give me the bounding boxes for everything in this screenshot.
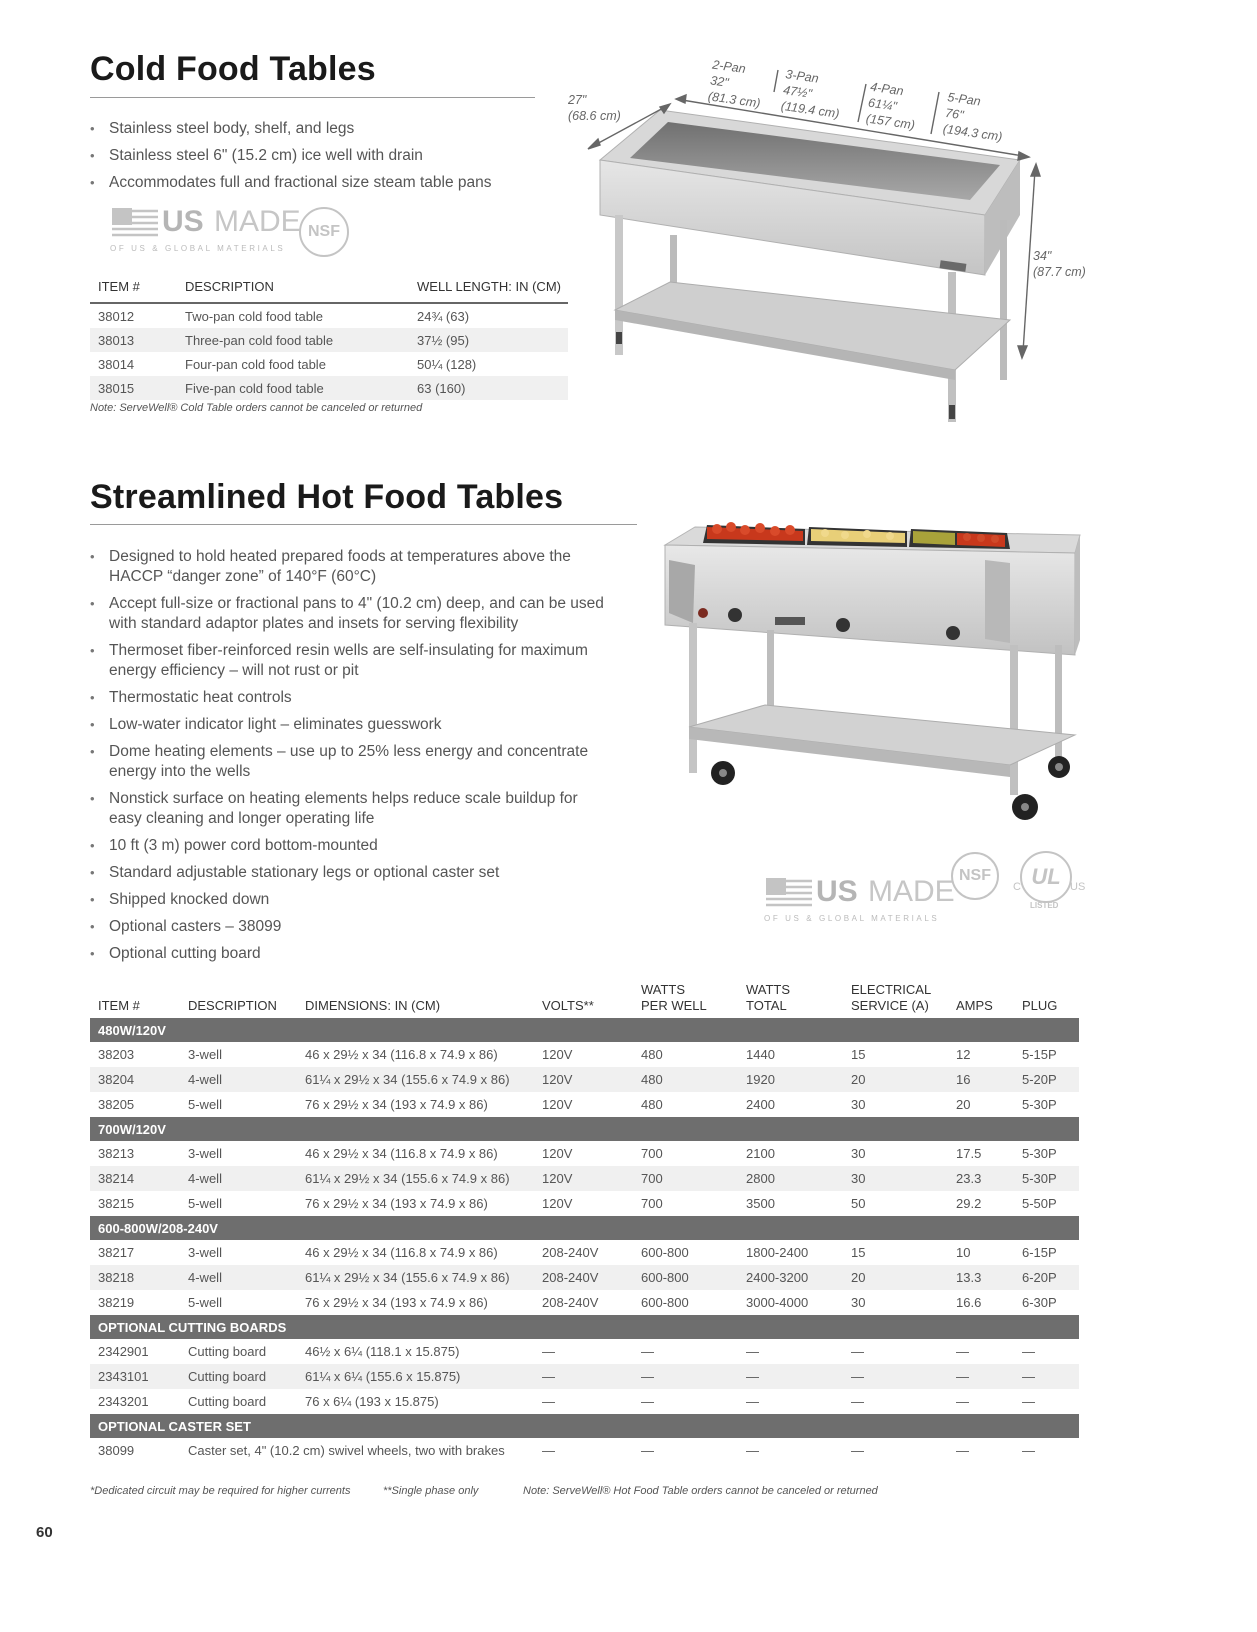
table-cell: 50	[851, 1196, 866, 1211]
hot-bullet: • Designed to hold heated prepared foods at temperatures above the HACCP “danger zone” of 140°F (60°C)	[90, 547, 610, 587]
col-header: WELL LENGTH: IN (CM)	[409, 279, 568, 303]
usmade-logo-us: US	[816, 875, 858, 908]
table-cell: 38213	[98, 1146, 135, 1161]
table-cell: 16.6	[956, 1295, 982, 1310]
cold-table-header	[90, 279, 568, 303]
table-cell: 208-240V	[542, 1245, 599, 1260]
table-cell: 480	[641, 1047, 663, 1062]
table-cell: 2343201	[98, 1394, 149, 1409]
table-cell: 76 x 29½ x 34 (193 x 74.9 x 86)	[305, 1097, 488, 1112]
group-header-row	[90, 1414, 1079, 1438]
table-cell: —	[956, 1443, 969, 1458]
table-row	[90, 1042, 1079, 1067]
hot-bullet: • Thermostatic heat controls	[90, 688, 610, 708]
table-cell: —	[1022, 1443, 1035, 1458]
table-cell: 61¼ x 29½ x 34 (155.6 x 74.9 x 86)	[297, 1067, 534, 1092]
hot-bullets	[90, 547, 610, 971]
table-cell: 208-240V	[534, 1265, 633, 1290]
table-cell: 17.5	[956, 1146, 982, 1161]
dim-4pan: 4-Pan 61¼" (157 cm)	[865, 79, 916, 133]
table-row	[90, 1438, 1079, 1463]
footnote-circuit: *Dedicated circuit may be required for higher currents	[90, 1485, 351, 1497]
table-row	[90, 1389, 1079, 1414]
table-cell: 6-30P	[1022, 1295, 1057, 1310]
table-cell: Cutting board	[188, 1394, 267, 1409]
table-cell: —	[956, 1344, 969, 1359]
group-header-row	[90, 1117, 1079, 1141]
table-cell: Cutting board	[188, 1344, 267, 1359]
table-cell: —	[1014, 1364, 1079, 1389]
table-cell: 38203	[98, 1047, 135, 1062]
hot-bullet: • Accept full-size or fractional pans to 4" (10.2 cm) deep, and can be used with standard adaptor plates and insets for serving flexibility	[90, 594, 610, 634]
table-cell: —	[1022, 1394, 1035, 1409]
us-flag-icon	[764, 877, 814, 909]
cold-note: Note: ServeWell® Cold Table orders cannot be canceled or returned	[90, 402, 423, 414]
table-cell: 3-well	[188, 1245, 222, 1260]
table-cell: 120V	[534, 1067, 633, 1092]
table-row	[90, 1191, 1079, 1216]
table-cell: 4-well	[180, 1166, 297, 1191]
table-cell: 16	[948, 1067, 1014, 1092]
table-cell: 23.3	[948, 1166, 1014, 1191]
table-cell: 600-800	[641, 1295, 689, 1310]
ul-logo: UL	[1020, 851, 1072, 903]
table-cell: —	[542, 1344, 555, 1359]
table-cell: —	[633, 1364, 738, 1389]
table-cell: —	[542, 1394, 555, 1409]
table-cell: 480	[641, 1097, 663, 1112]
col-header: WATTS PER WELL	[641, 982, 707, 1013]
group-label: OPTIONAL CASTER SET	[90, 1414, 1079, 1438]
hot-title: Streamlined Hot Food Tables	[90, 478, 564, 516]
cold-title-rule	[90, 97, 535, 98]
table-cell: —	[738, 1364, 843, 1389]
table-cell: 5-50P	[1022, 1196, 1057, 1211]
table-cell: 2400	[746, 1097, 775, 1112]
col-header: ITEM #	[98, 998, 140, 1013]
col-header: DESCRIPTION	[177, 279, 409, 303]
table-row	[90, 1166, 1079, 1191]
table-cell: 120V	[542, 1196, 573, 1211]
table-cell: 13.3	[948, 1265, 1014, 1290]
cold-title: Cold Food Tables	[90, 50, 376, 88]
table-cell: 30	[851, 1146, 866, 1161]
table-cell: 76 x 6¼ (193 x 15.875)	[305, 1394, 439, 1409]
table-cell: 5-well	[188, 1097, 222, 1112]
table-cell: —	[1022, 1344, 1035, 1359]
table-cell: —	[746, 1344, 759, 1359]
col-header: WATTS TOTAL	[746, 982, 791, 1013]
table-row: 38012 Two-pan cold food table 24¾ (63)	[98, 308, 470, 324]
table-cell: 5-15P	[1022, 1047, 1057, 1062]
col-header: DIMENSIONS: IN (CM)	[305, 998, 441, 1013]
usmade-logo-hot	[764, 875, 955, 925]
hot-bullet: • Optional casters – 38099	[90, 917, 610, 937]
usmade-logo-made: MADE	[214, 205, 301, 238]
table-cell: —	[534, 1364, 633, 1389]
table-row	[90, 1240, 1079, 1265]
table-cell: 4-well	[180, 1067, 297, 1092]
hot-bullet: • Thermoset fiber-reinforced resin wells are self-insulating for maximum energy efficiency – will not rust or pit	[90, 641, 610, 681]
table-cell: —	[851, 1344, 864, 1359]
table-row: 38014 Four-pan cold food table 50¼ (128)	[98, 356, 477, 372]
table-cell: 208-240V	[542, 1295, 599, 1310]
table-row	[90, 1067, 1079, 1092]
table-cell: 4-well	[180, 1265, 297, 1290]
table-cell: 38214	[90, 1166, 180, 1191]
table-cell: 700	[633, 1166, 738, 1191]
table-cell: 2343101	[90, 1364, 180, 1389]
table-cell: 30	[851, 1295, 866, 1310]
table-row	[90, 1290, 1079, 1315]
col-header: VOLTS**	[542, 998, 594, 1013]
hot-bullet: • Low-water indicator light – eliminates guesswork	[90, 715, 610, 735]
table-cell: 5-20P	[1014, 1067, 1079, 1092]
table-cell: 76 x 29½ x 34 (193 x 74.9 x 86)	[305, 1295, 488, 1310]
table-cell: 3-well	[188, 1146, 222, 1161]
table-cell: 61¼ x 29½ x 34 (155.6 x 74.9 x 86)	[297, 1265, 534, 1290]
group-label: OPTIONAL CUTTING BOARDS	[90, 1315, 1079, 1339]
dim-depth: 27" (68.6 cm)	[568, 93, 621, 123]
table-cell: 61¼ x 6¼ (155.6 x 15.875)	[297, 1364, 534, 1389]
table-cell: 46½ x 6¼ (118.1 x 15.875)	[305, 1344, 460, 1359]
table-cell: —	[746, 1394, 759, 1409]
table-cell: —	[641, 1344, 654, 1359]
col-header: DESCRIPTION	[188, 998, 277, 1013]
group-label: 700W/120V	[90, 1117, 1079, 1141]
hot-table	[90, 982, 1079, 1463]
table-row	[90, 1092, 1079, 1117]
hot-bullet: • 10 ft (3 m) power cord bottom-mounted	[90, 836, 610, 856]
table-row: 38015 Five-pan cold food table 63 (160)	[90, 376, 568, 400]
cold-bullets	[90, 119, 540, 200]
table-cell: 480	[633, 1067, 738, 1092]
table-cell: —	[851, 1443, 864, 1458]
table-cell: 1920	[738, 1067, 843, 1092]
table-cell: 3-well	[188, 1047, 222, 1062]
table-row	[90, 1265, 1079, 1290]
usmade-logo-sub: OF US & GLOBAL MATERIALS	[110, 244, 286, 253]
usmade-logo	[110, 205, 301, 255]
table-cell: 46 x 29½ x 34 (116.8 x 74.9 x 86)	[305, 1245, 498, 1260]
col-header: ELECTRICAL SERVICE (A)	[851, 982, 932, 1013]
hot-title-rule	[90, 524, 637, 525]
group-header-row	[90, 1315, 1079, 1339]
table-cell: 20	[956, 1097, 971, 1112]
table-cell: 6-15P	[1022, 1245, 1057, 1260]
usmade-logo-sub: OF US & GLOBAL MATERIALS	[764, 914, 940, 923]
ul-logo-c: C	[1013, 881, 1021, 893]
table-cell: 6-20P	[1014, 1265, 1079, 1290]
usmade-logo-us: US	[162, 205, 204, 238]
table-cell: 120V	[542, 1146, 573, 1161]
table-cell: —	[746, 1443, 759, 1458]
table-cell: —	[641, 1394, 654, 1409]
table-cell: 2800	[738, 1166, 843, 1191]
table-cell: 120V	[542, 1047, 573, 1062]
table-cell: —	[843, 1364, 948, 1389]
group-header-row	[90, 1216, 1079, 1240]
table-cell: 5-30P	[1022, 1146, 1057, 1161]
col-header: PLUG	[1022, 998, 1058, 1013]
cold-bullet: • Accommodates full and fractional size steam table pans	[90, 173, 540, 193]
table-cell: 76 x 29½ x 34 (193 x 74.9 x 86)	[305, 1196, 488, 1211]
hot-bullet: • Optional cutting board	[90, 944, 610, 964]
us-flag-icon	[110, 207, 160, 239]
table-row	[90, 1364, 1079, 1389]
table-cell: 700	[641, 1146, 663, 1161]
table-cell: 5-30P	[1014, 1166, 1079, 1191]
cold-bullet: • Stainless steel body, shelf, and legs	[90, 119, 540, 139]
table-cell: —	[641, 1443, 654, 1458]
hot-bullet: • Dome heating elements – use up to 25% less energy and concentrate energy into the wells	[90, 742, 610, 782]
table-cell: 3000-4000	[746, 1295, 809, 1310]
table-cell: 29.2	[956, 1196, 982, 1211]
table-cell: —	[851, 1394, 864, 1409]
table-cell: 700	[641, 1196, 663, 1211]
ul-logo-listed: LISTED	[1030, 901, 1059, 910]
table-cell: 120V	[542, 1097, 573, 1112]
table-row	[90, 1141, 1079, 1166]
ul-logo-us: US	[1070, 881, 1086, 893]
cold-bullet: • Stainless steel 6" (15.2 cm) ice well with drain	[90, 146, 540, 166]
hot-note: Note: ServeWell® Hot Food Table orders cannot be canceled or returned	[523, 1485, 878, 1497]
table-cell: —	[542, 1443, 555, 1458]
nsf-logo-hot: NSF	[951, 852, 999, 900]
dim-3pan: 3-Pan 47½" (119.4 cm)	[780, 67, 841, 121]
hot-bullet: • Shipped knocked down	[90, 890, 610, 910]
table-cell: —	[956, 1394, 969, 1409]
table-cell: 600-800	[641, 1245, 689, 1260]
hot-table-image	[655, 505, 1095, 835]
table-cell: 2400-3200	[738, 1265, 843, 1290]
table-row	[90, 1339, 1079, 1364]
table-cell: 38219	[98, 1295, 135, 1310]
table-cell: 20	[843, 1067, 948, 1092]
dim-5pan: 5-Pan 76" (194.3 cm)	[942, 90, 1004, 144]
table-cell: 38217	[98, 1245, 135, 1260]
table-cell: 600-800	[633, 1265, 738, 1290]
table-cell: 2342901	[98, 1344, 149, 1359]
table-cell: —	[948, 1364, 1014, 1389]
col-header: AMPS	[956, 998, 993, 1013]
table-cell: 46 x 29½ x 34 (116.8 x 74.9 x 86)	[305, 1146, 498, 1161]
table-cell: 38204	[90, 1067, 180, 1092]
table-cell: 30	[843, 1166, 948, 1191]
table-cell: 46 x 29½ x 34 (116.8 x 74.9 x 86)	[305, 1047, 498, 1062]
hot-bullet: • Nonstick surface on heating elements helps reduce scale buildup for easy cleaning and longer operating life	[90, 789, 610, 829]
table-cell: Cutting board	[180, 1364, 297, 1389]
hot-table-header	[90, 982, 1079, 1018]
dim-height: 34" (87.7 cm)	[1033, 249, 1086, 279]
table-cell: 30	[851, 1097, 866, 1112]
table-cell: 38099	[98, 1443, 135, 1458]
group-label: 600-800W/208-240V	[90, 1216, 1079, 1240]
nsf-logo: NSF	[299, 207, 349, 257]
page-number: 60	[36, 1524, 53, 1541]
table-cell: 1440	[746, 1047, 775, 1062]
table-cell: 61¼ x 29½ x 34 (155.6 x 74.9 x 86)	[297, 1166, 534, 1191]
table-cell: 10	[956, 1245, 971, 1260]
table-cell: 12	[956, 1047, 971, 1062]
cold-table	[90, 279, 568, 400]
dim-2pan: 2-Pan 32" (81.3 cm)	[707, 57, 762, 111]
table-cell: 120V	[534, 1166, 633, 1191]
table-cell: 15	[851, 1245, 866, 1260]
group-header-row	[90, 1018, 1079, 1042]
table-row: 38013 Three-pan cold food table 37½ (95)	[90, 328, 568, 352]
table-cell: 20	[843, 1265, 948, 1290]
group-label: 480W/120V	[90, 1018, 1079, 1042]
table-cell: 15	[851, 1047, 866, 1062]
table-cell: 3500	[746, 1196, 775, 1211]
table-cell: 5-30P	[1022, 1097, 1057, 1112]
table-cell: 2100	[746, 1146, 775, 1161]
col-header: ITEM #	[90, 279, 177, 303]
table-cell: 5-well	[188, 1295, 222, 1310]
usmade-logo-made: MADE	[868, 875, 955, 908]
table-cell: 38205	[98, 1097, 135, 1112]
table-cell: Caster set, 4" (10.2 cm) swivel wheels, two with brakes	[188, 1443, 505, 1458]
table-cell: 1800-2400	[746, 1245, 809, 1260]
hot-bullet: • Standard adjustable stationary legs or optional caster set	[90, 863, 610, 883]
table-cell: 5-well	[188, 1196, 222, 1211]
footnote-phase: **Single phase only	[383, 1485, 479, 1497]
table-cell: 38215	[98, 1196, 135, 1211]
table-cell: 38218	[90, 1265, 180, 1290]
